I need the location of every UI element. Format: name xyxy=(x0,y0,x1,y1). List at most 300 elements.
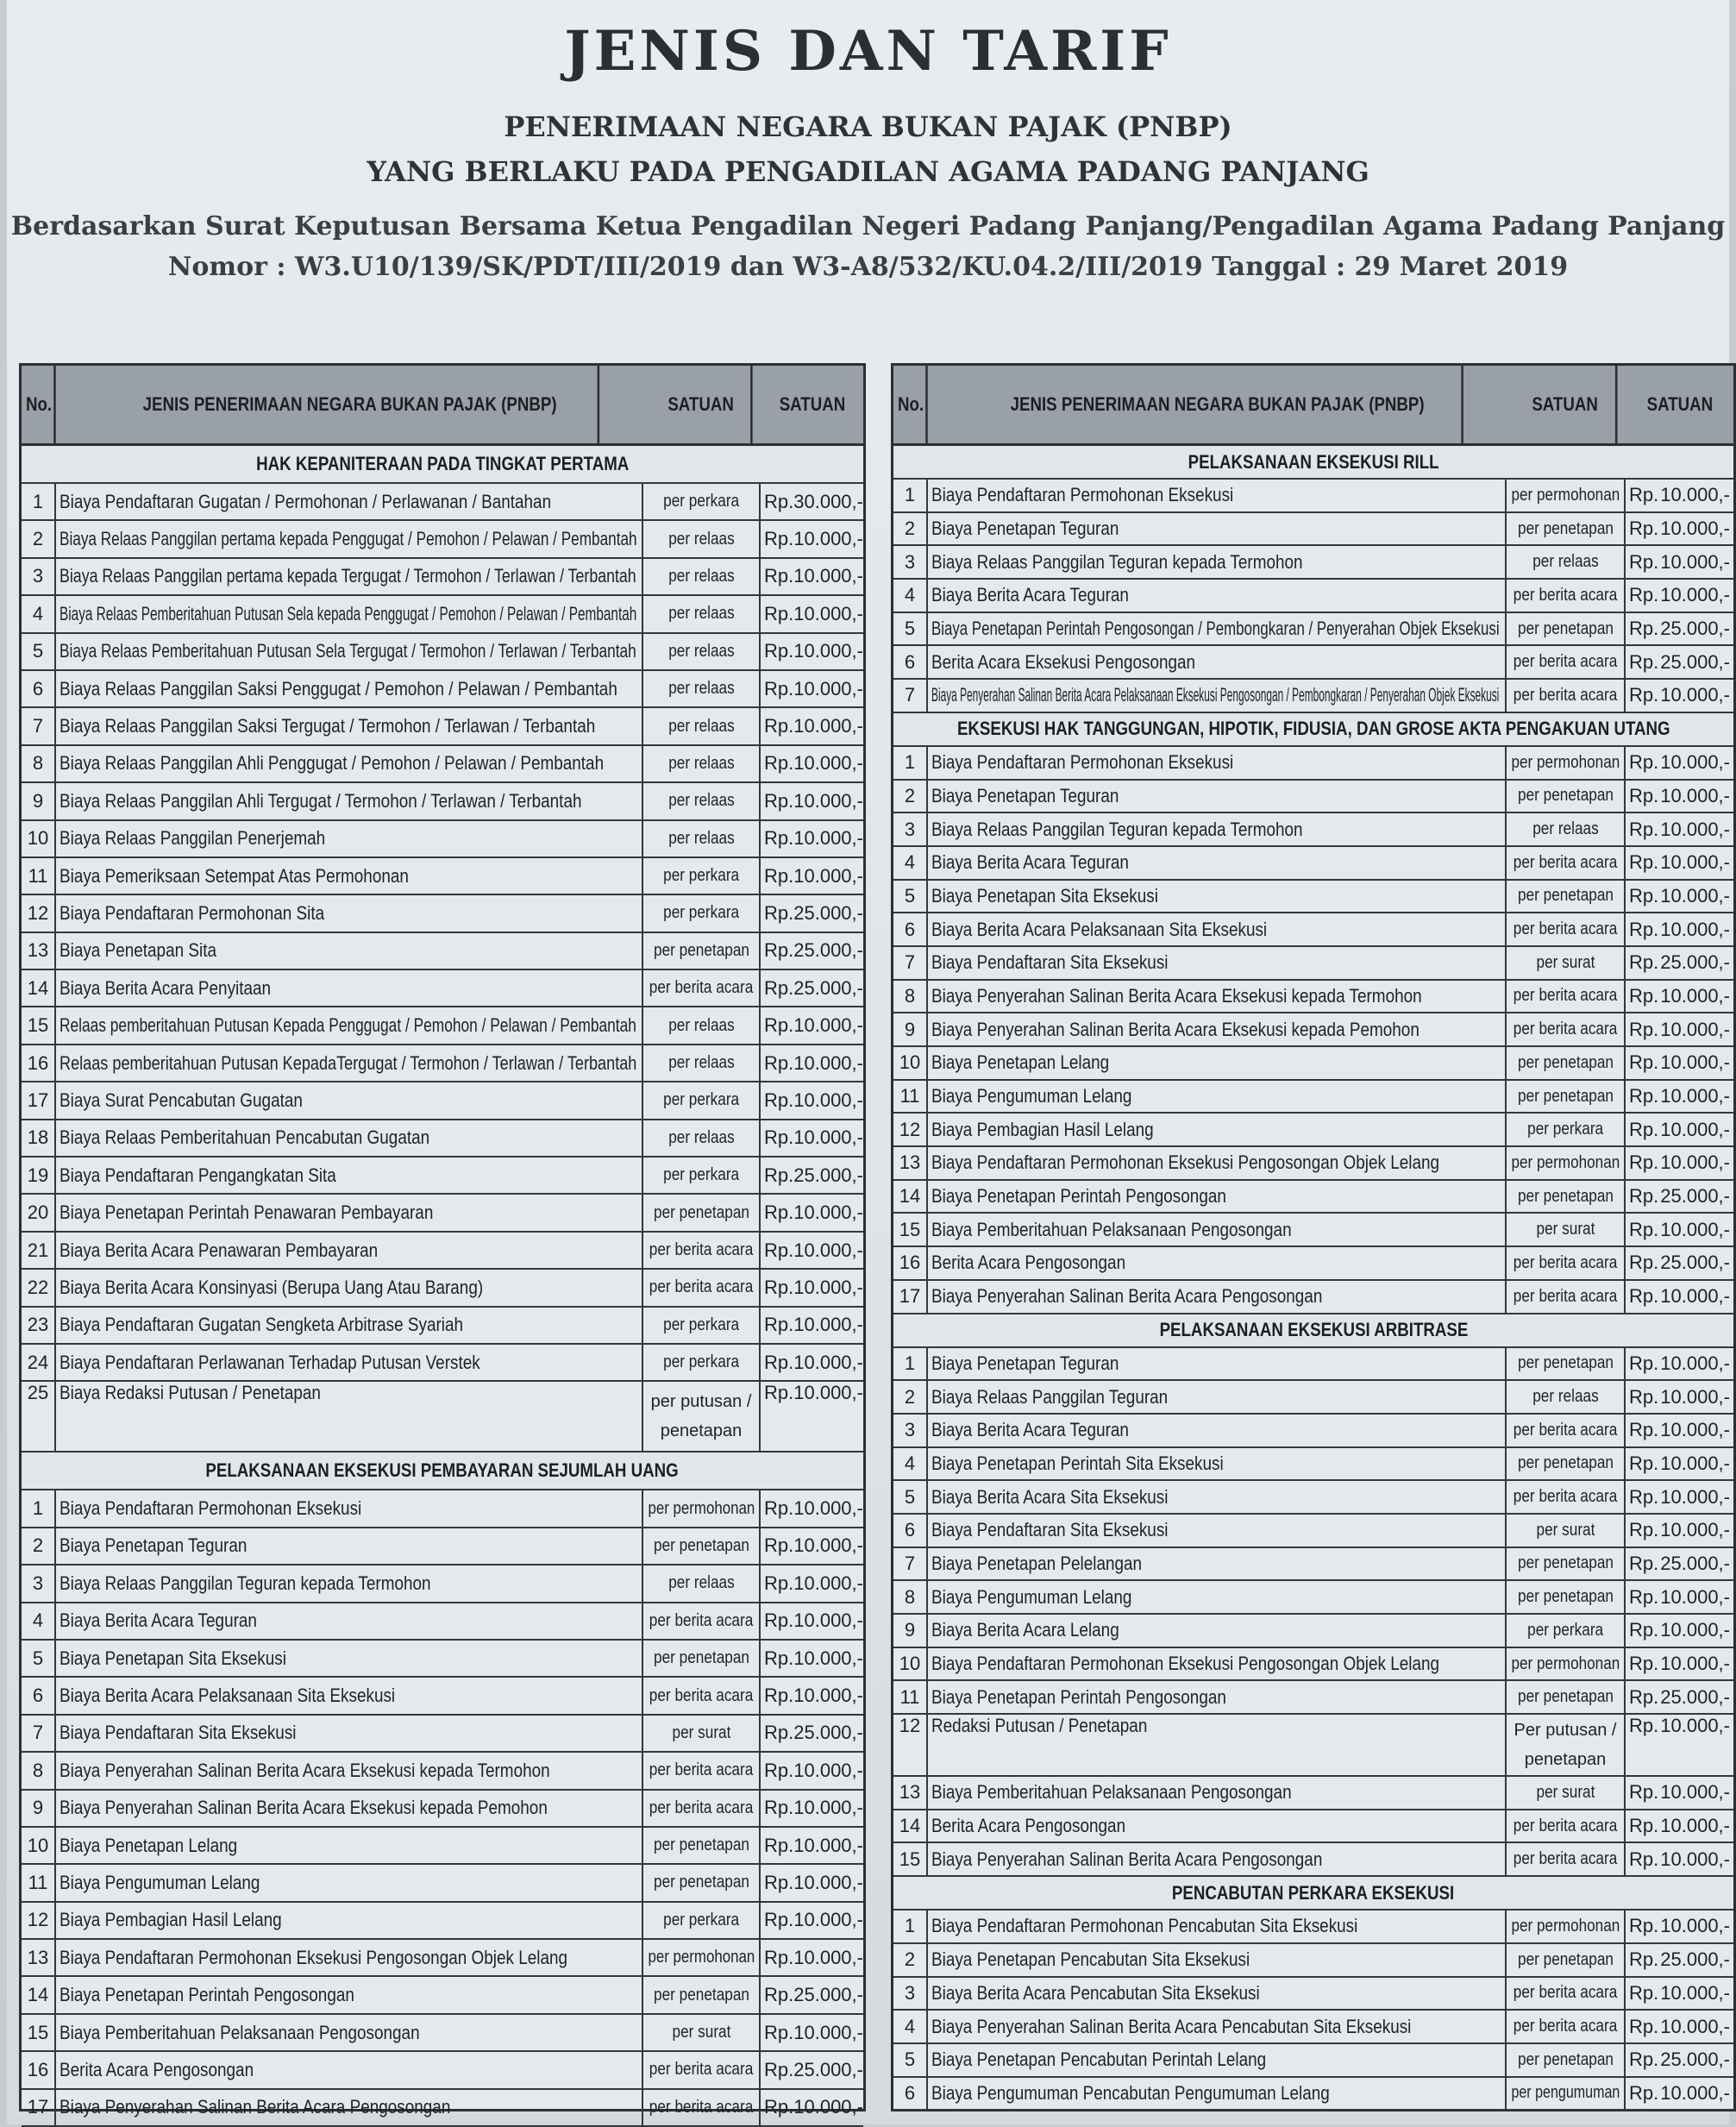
row-number: 2 xyxy=(22,521,56,556)
row-description: Biaya Pendaftaran Permohonan Pencabutan Sita Eksekusi xyxy=(928,1911,1507,1942)
row-tariff xyxy=(761,1603,863,1639)
tariff-amount: 25.000,- xyxy=(1660,1185,1730,1208)
row-description: Biaya Relaas Panggilan Teguran kepada Termohon xyxy=(56,1565,643,1601)
row-tariff xyxy=(1626,1381,1733,1413)
tariff-amount: 10.000,- xyxy=(1660,818,1730,840)
row-unit: per surat xyxy=(1507,1515,1626,1547)
row-number: 14 xyxy=(22,970,56,1006)
table-row xyxy=(893,813,1733,847)
row-tariff xyxy=(761,2090,863,2125)
currency-label: Rp. xyxy=(1629,851,1659,874)
tariff-table-right xyxy=(891,363,1736,2111)
row-number: 11 xyxy=(22,1865,56,1900)
tariff-amount: 10.000,- xyxy=(793,1089,863,1111)
row-description: Biaya Pendaftaran Gugatan Sengketa Arbitrase Syariah xyxy=(56,1308,643,1343)
tariff-table-left xyxy=(19,363,866,2118)
tariff-amount: 25.000,- xyxy=(793,1984,863,2006)
row-unit: per surat xyxy=(1507,947,1626,979)
currency-label: Rp. xyxy=(1629,1619,1659,1641)
row-tariff xyxy=(1626,580,1733,612)
table-row xyxy=(22,746,863,783)
row-unit: per surat xyxy=(643,1716,761,1751)
table-row xyxy=(22,1490,863,1528)
currency-label: Rp. xyxy=(1629,1051,1659,1074)
row-tariff xyxy=(1626,1047,1733,1079)
currency-label: Rp. xyxy=(764,2058,794,2080)
table-row xyxy=(893,1214,1733,1247)
row-tariff xyxy=(1626,2078,1733,2110)
tariff-amount: 10.000,- xyxy=(1660,1715,1730,1737)
row-unit: per relaas xyxy=(643,1565,761,1601)
currency-label: Rp. xyxy=(764,1382,794,1404)
row-description: Redaksi Putusan / Penetapan xyxy=(928,1715,1507,1775)
table-row xyxy=(22,559,863,596)
column-header-tarif: SATUAN xyxy=(1646,393,1714,415)
row-unit: per relaas xyxy=(643,708,761,744)
currency-label: Rp. xyxy=(1629,884,1659,907)
row-tariff xyxy=(761,1678,863,1713)
row-number: 5 xyxy=(22,1641,56,1676)
row-description: Biaya Penyerahan Salinan Berita Acara Eksekusi kepada Termohon xyxy=(56,1753,643,1788)
currency-label: Rp. xyxy=(764,1685,794,1707)
row-tariff xyxy=(761,783,863,819)
row-description: Biaya Berita Acara Konsinyasi (Berupa Uang Atau Barang) xyxy=(56,1270,643,1305)
row-tariff xyxy=(761,1082,863,1118)
row-tariff xyxy=(1626,1181,1733,1213)
tariff-amount: 10.000,- xyxy=(793,827,863,850)
row-unit: per relaas xyxy=(643,521,761,556)
row-tariff xyxy=(1626,1615,1733,1647)
row-unit: per surat xyxy=(1507,1214,1626,1245)
currency-label: Rp. xyxy=(764,1126,794,1149)
row-number: 14 xyxy=(893,1810,928,1842)
row-description: Biaya Berita Acara Teguran xyxy=(56,1603,643,1639)
row-tariff xyxy=(761,746,863,781)
row-number: 3 xyxy=(893,546,928,578)
row-tariff xyxy=(1626,1013,1733,1045)
table-row xyxy=(893,1810,1733,1844)
tariff-amount: 25.000,- xyxy=(1660,951,1730,974)
table-row xyxy=(893,2044,1733,2078)
tariff-amount: 10.000,- xyxy=(1660,1485,1730,1508)
row-description: Biaya Relaas Panggilan pertama kepada Tergugat / Termohon / Terlawan / Terbantah xyxy=(56,559,643,594)
currency-label: Rp. xyxy=(764,640,794,662)
table-row xyxy=(893,1843,1733,1877)
currency-label: Rp. xyxy=(1629,1519,1659,1541)
row-tariff xyxy=(761,1865,863,1900)
row-description: Biaya Penetapan Pelelangan xyxy=(928,1548,1507,1580)
table-row xyxy=(22,1528,863,1565)
table-row xyxy=(893,1381,1733,1415)
tariff-amount: 25.000,- xyxy=(1660,1252,1730,1274)
row-number: 6 xyxy=(22,1678,56,1713)
table-row xyxy=(893,1978,1733,2011)
tariff-amount: 30.000,- xyxy=(793,490,863,512)
row-description: Biaya Penetapan Perintah Sita Eksekusi xyxy=(928,1448,1507,1480)
row-tariff xyxy=(1626,1548,1733,1580)
table-row xyxy=(22,1120,863,1158)
page-subtitle-pnbp: PENERIMAAN NEGARA BUKAN PAJAK (PNBP) xyxy=(504,110,1232,143)
table-row xyxy=(893,2078,1733,2111)
row-number: 11 xyxy=(893,1681,928,1713)
row-tariff xyxy=(1626,613,1733,645)
tariff-amount: 10.000,- xyxy=(793,1685,863,1707)
row-number: 8 xyxy=(893,981,928,1013)
row-tariff xyxy=(1626,1481,1733,1513)
table-row xyxy=(893,881,1733,914)
row-tariff xyxy=(1626,881,1733,913)
row-number: 12 xyxy=(22,1903,56,1938)
row-tariff xyxy=(761,671,863,706)
row-description: Biaya Penetapan Lelang xyxy=(928,1047,1507,1079)
row-unit: per penetapan xyxy=(1507,1181,1626,1213)
row-unit: per relaas xyxy=(1507,813,1626,845)
row-unit: per permohonan xyxy=(643,1940,761,1975)
tariff-amount: 10.000,- xyxy=(793,1497,863,1520)
row-tariff xyxy=(761,2015,863,2050)
row-unit: per penetapan xyxy=(643,1195,761,1230)
row-unit: per penetapan xyxy=(1507,1548,1626,1580)
row-tariff xyxy=(1626,913,1733,945)
row-unit: per penetapan xyxy=(643,933,761,969)
currency-label: Rp. xyxy=(764,976,794,999)
row-number: 10 xyxy=(22,821,56,856)
table-row xyxy=(893,1348,1733,1382)
row-description: Biaya Penetapan Sita xyxy=(56,933,643,969)
tariff-amount: 10.000,- xyxy=(793,1797,863,1819)
currency-label: Rp. xyxy=(764,2096,794,2118)
row-number: 17 xyxy=(22,2090,56,2125)
row-unit: per putusan / penetapan xyxy=(643,1382,761,1451)
row-unit: per penetapan xyxy=(1507,2044,1626,2076)
row-tariff xyxy=(1626,1247,1733,1279)
tariff-amount: 10.000,- xyxy=(1660,550,1730,573)
table-row xyxy=(893,1648,1733,1682)
row-number: 15 xyxy=(22,1007,56,1043)
tariff-amount: 10.000,- xyxy=(1660,1218,1730,1240)
row-number: 2 xyxy=(893,1944,928,1976)
tariff-amount: 10.000,- xyxy=(793,602,863,624)
currency-label: Rp. xyxy=(764,677,794,700)
table-row xyxy=(893,1944,1733,1978)
row-unit: per relaas xyxy=(643,783,761,819)
row-unit: per penetapan xyxy=(643,1528,761,1564)
row-unit: per permohonan xyxy=(1507,1147,1626,1179)
row-description: Berita Acara Eksekusi Pengosongan xyxy=(928,646,1507,678)
row-description: Biaya Penetapan Teguran xyxy=(928,1348,1507,1380)
table-row xyxy=(22,1753,863,1790)
row-description: Biaya Berita Acara Sita Eksekusi xyxy=(928,1481,1507,1513)
currency-label: Rp. xyxy=(764,2021,794,2043)
table-row xyxy=(22,1195,863,1232)
row-number: 13 xyxy=(22,1940,56,1975)
tariff-amount: 10.000,- xyxy=(793,1314,863,1336)
row-number: 5 xyxy=(893,2044,928,2076)
currency-label: Rp. xyxy=(1629,1685,1659,1708)
currency-label: Rp. xyxy=(1629,1018,1659,1040)
table-row xyxy=(22,1940,863,1977)
row-tariff xyxy=(1626,1810,1733,1842)
row-description: Biaya Relaas Pemberitahuan Pencabutan Gugatan xyxy=(56,1120,643,1156)
section-title: PELAKSANAAN EKSEKUSI ARBITRASE xyxy=(893,1314,1733,1348)
row-unit: per berita acara xyxy=(1507,646,1626,678)
table-row xyxy=(893,847,1733,881)
section-title: PENCABUTAN PERKARA EKSEKUSI xyxy=(893,1877,1733,1911)
currency-label: Rp. xyxy=(1629,1485,1659,1508)
section-title: PELAKSANAAN EKSEKUSI RILL xyxy=(893,446,1733,480)
row-description: Biaya Pendaftaran Perlawanan Terhadap Putusan Verstek xyxy=(56,1345,643,1380)
row-number: 5 xyxy=(893,613,928,645)
row-number: 16 xyxy=(893,1247,928,1279)
column-header-jenis: JENIS PENERIMAAN NEGARA BUKAN PAJAK (PNBP) xyxy=(102,366,599,443)
table-row xyxy=(22,1045,863,1082)
row-number: 15 xyxy=(893,1843,928,1875)
row-number: 10 xyxy=(893,1047,928,1079)
table-row xyxy=(22,1382,863,1453)
row-description: Biaya Penetapan Teguran xyxy=(928,513,1507,545)
tariff-amount: 10.000,- xyxy=(793,1572,863,1594)
currency-label: Rp. xyxy=(764,864,794,887)
row-unit: per penetapan xyxy=(1507,1681,1626,1713)
row-description: Biaya Pemberitahuan Pelaksanaan Pengosongan xyxy=(928,1214,1507,1245)
tariff-amount: 10.000,- xyxy=(1660,2081,1730,2104)
row-description: Biaya Pendaftaran Sita Eksekusi xyxy=(56,1716,643,1751)
column-header-satuan: SATUAN xyxy=(652,366,753,443)
row-tariff xyxy=(1626,2011,1733,2042)
row-number: 13 xyxy=(893,1777,928,1809)
row-description: Biaya Redaksi Putusan / Penetapan xyxy=(56,1382,643,1451)
tariff-amount: 10.000,- xyxy=(1660,1419,1730,1441)
row-number: 12 xyxy=(893,1715,928,1775)
row-unit: per berita acara xyxy=(643,1603,761,1639)
row-tariff xyxy=(1626,847,1733,879)
row-unit: per surat xyxy=(643,2015,761,2050)
currency-label: Rp. xyxy=(764,1946,794,1968)
tariff-amount: 10.000,- xyxy=(1660,1352,1730,1374)
row-description: Biaya Relaas Panggilan Teguran xyxy=(928,1381,1507,1413)
tariff-amount: 10.000,- xyxy=(793,1051,863,1074)
row-unit: per berita acara xyxy=(1507,580,1626,612)
row-description: Biaya Pengumuman Lelang xyxy=(56,1865,643,1900)
tariff-amount: 10.000,- xyxy=(793,565,863,587)
tariff-amount: 10.000,- xyxy=(1660,1452,1730,1474)
row-tariff xyxy=(1626,1843,1733,1875)
row-unit: per berita acara xyxy=(1507,2011,1626,2042)
page-title: JENIS DAN TARIF xyxy=(564,19,1172,84)
row-number: 3 xyxy=(893,813,928,845)
currency-label: Rp. xyxy=(1629,1915,1659,1937)
tariff-amount: 25.000,- xyxy=(1660,1685,1730,1708)
row-unit: per relaas xyxy=(1507,1381,1626,1413)
row-unit: per perkara xyxy=(643,1082,761,1118)
row-description: Biaya Relaas Panggilan Saksi Penggugat / Pemohon / Pelawan / Pembantah xyxy=(56,671,643,706)
tariff-amount: 10.000,- xyxy=(1660,1285,1730,1308)
row-unit: per berita acara xyxy=(1507,913,1626,945)
row-number: 12 xyxy=(22,895,56,931)
tariff-amount: 10.000,- xyxy=(793,1946,863,1968)
row-unit: per penetapan xyxy=(643,1641,761,1676)
row-unit: per perkara xyxy=(643,1308,761,1343)
row-description: Biaya Penetapan Sita Eksekusi xyxy=(56,1641,643,1676)
row-number: 8 xyxy=(893,1581,928,1613)
table-row xyxy=(893,913,1733,947)
currency-label: Rp. xyxy=(764,1239,794,1261)
tariff-amount: 10.000,- xyxy=(1660,1848,1730,1870)
row-tariff xyxy=(1626,1147,1733,1179)
row-unit: per permohonan xyxy=(643,1490,761,1526)
row-number: 3 xyxy=(22,1565,56,1601)
row-description: Biaya Penyerahan Salinan Berita Acara Pengosongan xyxy=(928,1281,1507,1313)
table-row xyxy=(893,1777,1733,1810)
row-description: Berita Acara Pengosongan xyxy=(56,2052,643,2087)
row-unit: per relaas xyxy=(643,821,761,856)
tariff-amount: 25.000,- xyxy=(1660,2049,1730,2071)
tariff-amount: 10.000,- xyxy=(1660,1815,1730,1837)
row-tariff xyxy=(1626,1415,1733,1446)
table-row xyxy=(893,1181,1733,1214)
row-tariff xyxy=(761,1345,863,1380)
row-tariff xyxy=(761,1791,863,1826)
row-unit: per berita acara xyxy=(1507,1415,1626,1446)
currency-label: Rp. xyxy=(764,1314,794,1336)
row-description: Biaya Pengumuman Lelang xyxy=(928,1581,1507,1613)
row-description: Biaya Pendaftaran Sita Eksekusi xyxy=(928,1515,1507,1547)
currency-label: Rp. xyxy=(764,602,794,624)
legal-basis-line: Berdasarkan Surat Keputusan Bersama Ketua Pengadilan Negeri Padang Panjang/Pengadilan Agama Padang Panjang xyxy=(10,211,1726,242)
row-tariff xyxy=(1626,1114,1733,1145)
row-unit: per penetapan xyxy=(1507,1348,1626,1380)
row-number: 24 xyxy=(22,1345,56,1380)
section-title: PELAKSANAAN EKSEKUSI PEMBAYARAN SEJUMLAH UANG xyxy=(22,1453,863,1490)
table-row xyxy=(22,1678,863,1715)
currency-label: Rp. xyxy=(1629,1815,1659,1837)
currency-label: Rp. xyxy=(1629,1781,1659,1804)
currency-label: Rp. xyxy=(1629,484,1659,506)
row-tariff xyxy=(761,2052,863,2087)
row-tariff xyxy=(761,1308,863,1343)
row-tariff xyxy=(1626,1281,1733,1313)
table-header xyxy=(22,366,863,446)
row-unit: Per putusan / penetapan xyxy=(1507,1715,1626,1775)
tariff-amount: 10.000,- xyxy=(793,1202,863,1224)
row-description: Biaya Pendaftaran Pengangkatan Sita xyxy=(56,1158,643,1193)
row-number: 17 xyxy=(22,1082,56,1118)
tariff-amount: 10.000,- xyxy=(793,677,863,700)
row-number: 2 xyxy=(893,781,928,813)
table-row xyxy=(22,895,863,932)
currency-label: Rp. xyxy=(764,565,794,587)
currency-label: Rp. xyxy=(1629,1948,1659,1971)
row-number: 14 xyxy=(22,1977,56,2012)
row-tariff xyxy=(761,559,863,594)
currency-label: Rp. xyxy=(764,1647,794,1669)
row-description: Biaya Pemberitahuan Pelaksanaan Pengosongan xyxy=(928,1777,1507,1809)
row-tariff xyxy=(1626,513,1733,545)
row-tariff xyxy=(761,1490,863,1526)
tariff-amount: 10.000,- xyxy=(793,715,863,737)
currency-label: Rp. xyxy=(1629,1085,1659,1107)
row-unit: per berita acara xyxy=(643,970,761,1006)
row-unit: per relaas xyxy=(643,1007,761,1043)
table-row xyxy=(893,981,1733,1014)
currency-label: Rp. xyxy=(1629,1285,1659,1308)
currency-label: Rp. xyxy=(764,1202,794,1224)
row-number: 2 xyxy=(22,1528,56,1564)
currency-label: Rp. xyxy=(1629,518,1659,540)
currency-label: Rp. xyxy=(764,1089,794,1111)
tariff-amount: 10.000,- xyxy=(793,1871,863,1893)
column-header-tarif: SATUAN xyxy=(779,393,846,415)
row-number: 7 xyxy=(22,708,56,744)
column-header-no: No. xyxy=(24,366,55,443)
row-number: 5 xyxy=(893,1481,928,1513)
tariff-amount: 10.000,- xyxy=(793,1276,863,1298)
row-unit: per berita acara xyxy=(1507,680,1626,712)
row-number: 9 xyxy=(893,1615,928,1647)
row-unit: per relaas xyxy=(643,559,761,594)
table-row xyxy=(893,2011,1733,2044)
currency-label: Rp. xyxy=(764,1051,794,1074)
currency-label: Rp. xyxy=(1629,1218,1659,1240)
row-tariff xyxy=(761,1565,863,1601)
tariff-amount: 10.000,- xyxy=(1660,1653,1730,1675)
row-description: Biaya Penyerahan Salinan Berita Acara Pengosongan xyxy=(928,1843,1507,1875)
row-unit: per penetapan xyxy=(643,1977,761,2012)
tariff-amount: 25.000,- xyxy=(793,1164,863,1186)
row-number: 3 xyxy=(893,1978,928,2010)
currency-label: Rp. xyxy=(764,528,794,550)
currency-label: Rp. xyxy=(1629,2015,1659,2037)
table-row xyxy=(22,1565,863,1603)
row-number: 4 xyxy=(22,596,56,631)
row-tariff xyxy=(761,1270,863,1305)
row-description: Berita Acara Pengosongan xyxy=(928,1810,1507,1842)
table-row xyxy=(893,1047,1733,1081)
tariff-amount: 10.000,- xyxy=(793,2021,863,2043)
table-row xyxy=(893,1581,1733,1615)
tariff-amount: 10.000,- xyxy=(1660,1118,1730,1140)
row-tariff xyxy=(1626,1777,1733,1809)
row-tariff xyxy=(761,970,863,1006)
row-description: Biaya Penetapan Pencabutan Sita Eksekusi xyxy=(928,1944,1507,1976)
row-description: Relaas pemberitahuan Putusan KepadaTergugat / Termohon / Terlawan / Terbantah xyxy=(56,1045,643,1081)
currency-label: Rp. xyxy=(1629,1848,1659,1870)
row-unit: per permohonan xyxy=(1507,747,1626,779)
table-row xyxy=(893,513,1733,547)
row-tariff xyxy=(1626,1081,1733,1113)
row-description: Biaya Berita Acara Pencabutan Sita Eksekusi xyxy=(928,1978,1507,2010)
table-row xyxy=(893,613,1733,647)
row-description: Biaya Pengumuman Lelang xyxy=(928,1081,1507,1113)
tariff-amount: 10.000,- xyxy=(793,1014,863,1037)
row-description: Biaya Penetapan Lelang xyxy=(56,1828,643,1863)
row-tariff xyxy=(761,858,863,894)
row-description: Biaya Berita Acara Teguran xyxy=(928,580,1507,612)
tariff-amount: 10.000,- xyxy=(793,1126,863,1149)
row-number: 16 xyxy=(22,2052,56,2087)
row-number: 15 xyxy=(893,1214,928,1245)
row-unit: per perkara xyxy=(1507,1114,1626,1145)
currency-label: Rp. xyxy=(764,1722,794,1744)
row-unit: per berita acara xyxy=(643,2052,761,2087)
row-description: Biaya Pendaftaran Gugatan / Permohonan / Perlawanan / Bantahan xyxy=(56,484,643,519)
row-tariff xyxy=(761,1716,863,1751)
row-number: 22 xyxy=(22,1270,56,1305)
column-header-no: No. xyxy=(896,366,927,443)
row-tariff xyxy=(761,1641,863,1676)
row-number: 2 xyxy=(893,513,928,545)
tariff-amount: 10.000,- xyxy=(793,1759,863,1781)
